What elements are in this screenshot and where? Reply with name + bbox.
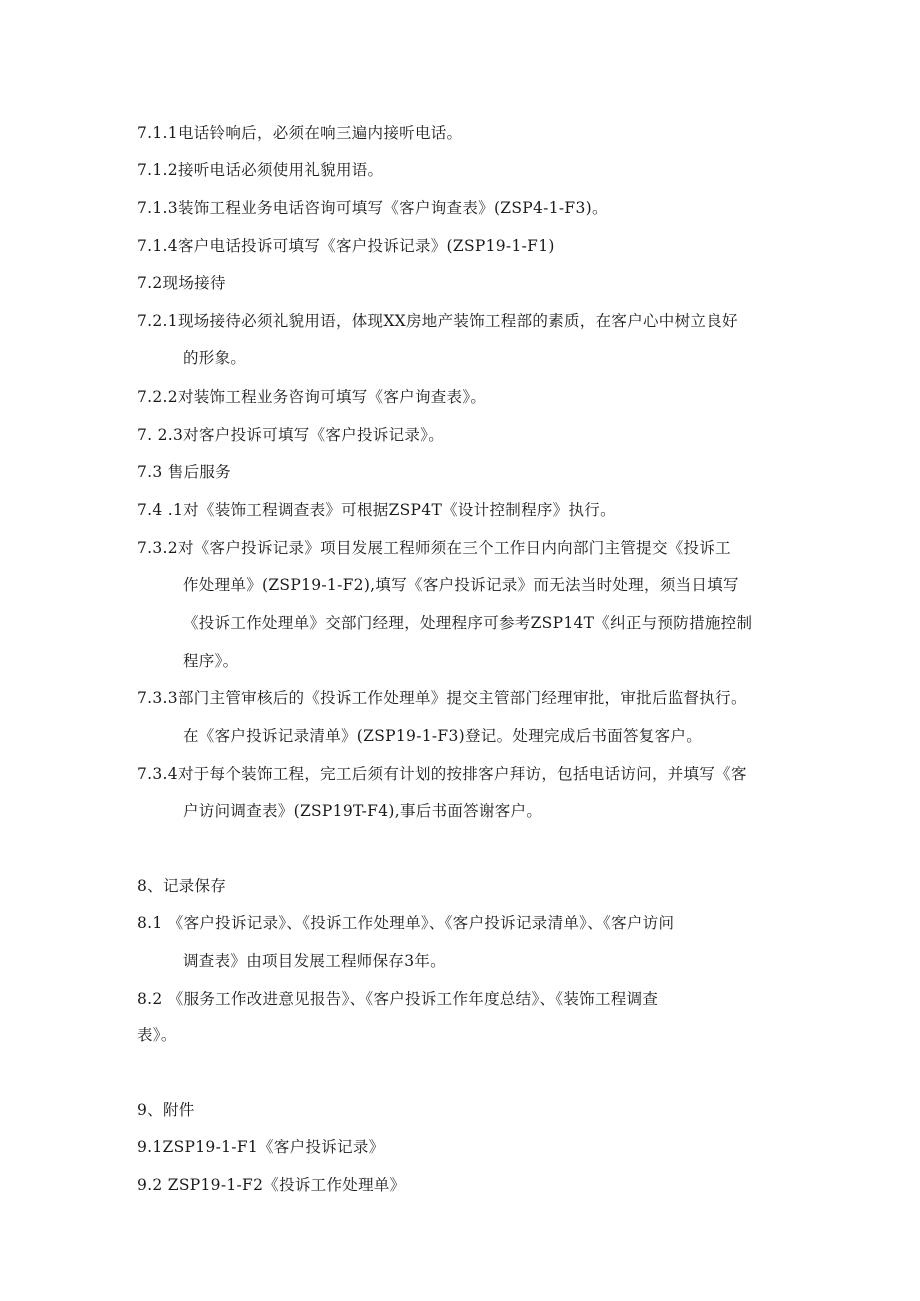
clause-7-3-2: 7.3.2对《客户投诉记录》项目发展工程师须在三个工作日内向部门主管提交《投诉工 <box>137 539 731 557</box>
clause-7-3-2-cont2: 《投诉工作处理单》交部门经理，处理程序可参考ZSP14T《纠正与预防措施控制 <box>183 614 753 632</box>
clause-7-1-1: 7.1.1电话铃响后，必须在响三遍内接听电话。 <box>137 124 463 142</box>
clause-7-2-1: 7.2.1现场接待必须礼貌用语，体现XX房地产装饰工程部的素质，在客户心中树立良好 <box>137 312 738 330</box>
clause-7-2-2: 7.2.2对装饰工程业务咨询可填写《客户询查表》。 <box>137 388 487 406</box>
clause-7-3-4: 7.3.4对于每个装饰工程，完工后须有计划的按排客户拜访，包括电话访问，并填写《客 <box>137 765 747 783</box>
clause-7-1-4: 7.1.4客户电话投诉可填写《客户投诉记录》(ZSP19-1-F1) <box>137 237 555 255</box>
clause-7-4-1: 7.4 .1对《装饰工程调查表》可根据ZSP4T《设计控制程序》执行。 <box>137 501 616 519</box>
clause-7-3-3: 7.3.3部门主管审核后的《投诉工作处理单》提交主管部门经理审批，审批后监督执行。 <box>137 689 747 707</box>
clause-7-3-2-cont1: 作处理单》(ZSP19-1-F2),填写《客户投诉记录》而无法当时处理，须当日填写 <box>183 576 739 594</box>
clause-7-3-3-cont: 在《客户投诉记录清单》(ZSP19-1-F3)登记。处理完成后书面答复客户。 <box>183 727 702 745</box>
clause-8-1: 8.1 《客户投诉记录》、《投诉工作处理单》、《客户投诉记录清单》、《客户访问 <box>137 914 675 932</box>
clause-8-2-cont: 表》。 <box>137 1026 177 1044</box>
clause-7-3-4-cont: 户访问调查表》(ZSP19T-F4),事后书面答谢客户。 <box>183 802 543 820</box>
clause-7-1-2: 7.1.2接听电话必须使用礼貌用语。 <box>137 161 384 179</box>
clause-7-1-3: 7.1.3装饰工程业务电话咨询可填写《客户询查表》(ZSP4-1-F3)。 <box>137 199 608 217</box>
clause-9-1: 9.1ZSP19-1-F1《客户投诉记录》 <box>137 1138 385 1156</box>
heading-8: 8、记录保存 <box>137 877 227 895</box>
clause-7-2-3: 7. 2.3对客户投诉可填写《客户投诉记录》。 <box>137 426 445 444</box>
clause-9-2: 9.2 ZSP19-1-F2《投诉工作处理单》 <box>137 1176 406 1194</box>
heading-9: 9、附件 <box>137 1101 195 1119</box>
clause-8-2: 8.2 《服务工作改进意见报告》、《客户投诉工作年度总结》、《装饰工程调查 <box>137 990 659 1008</box>
clause-7-3-2-cont3: 程序》。 <box>183 652 239 670</box>
clause-8-1-cont: 调查表》由项目发展工程师保存3年。 <box>183 952 446 970</box>
clause-7-2-1-cont: 的形象。 <box>183 349 247 367</box>
heading-7-2: 7.2现场接待 <box>137 274 226 292</box>
heading-7-3: 7.3 售后服务 <box>137 463 231 481</box>
